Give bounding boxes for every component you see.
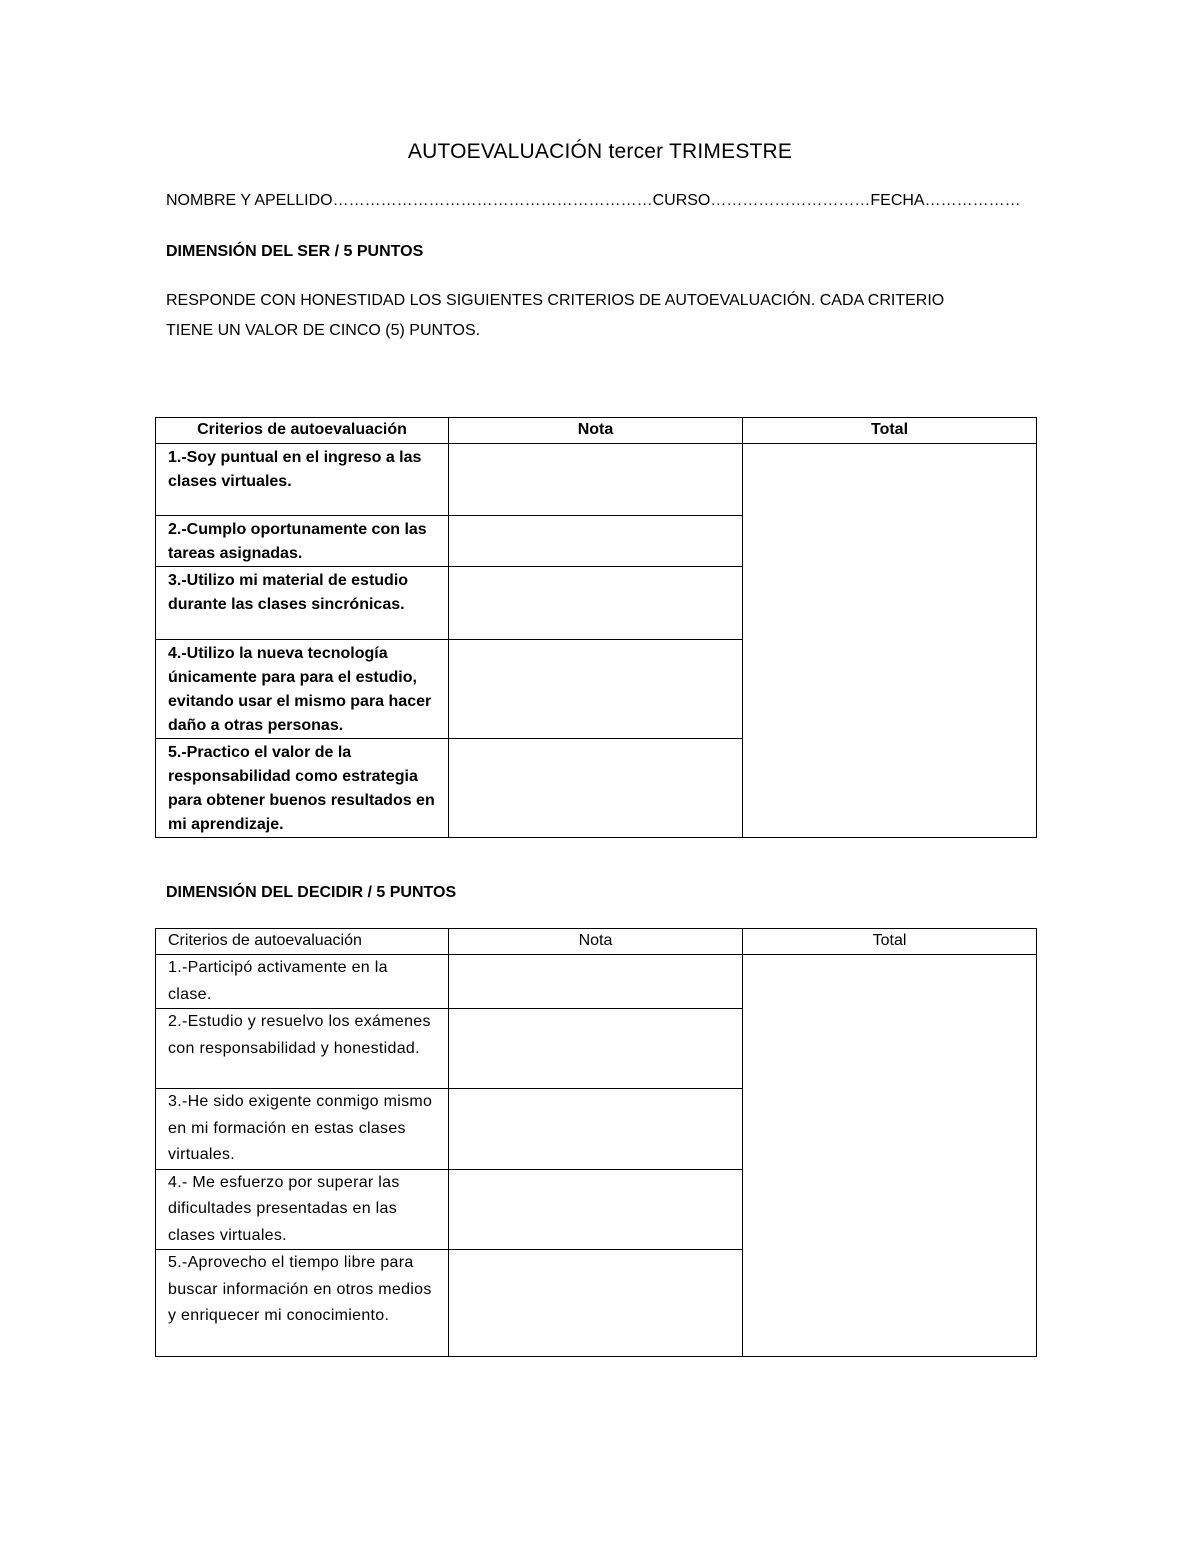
nota-cell[interactable] (449, 1169, 743, 1250)
table-header-row (156, 418, 1037, 444)
instructions-line-2: TIENE UN VALOR DE CINCO (5) PUNTOS. (166, 322, 481, 339)
criterion-cell: 4.-Utilizo la nueva tecnología únicamente para para el estudio, evitando usar el mismo para hacer daño a otras personas. (156, 640, 449, 739)
nota-cell[interactable] (449, 567, 743, 640)
table-row (156, 955, 1037, 1009)
nota-cell[interactable] (449, 444, 743, 516)
criterion-cell: 3.-Utilizo mi material de estudio durante las clases sincrónicas. (156, 567, 449, 640)
criterion-cell: 1.-Soy puntual en el ingreso a las clases virtuales. (156, 444, 449, 516)
criterion-cell: 4.- Me esfuerzo por superar las dificultades presentadas en las clases virtuales. (156, 1169, 449, 1250)
page-title: AUTOEVALUACIÓN tercer TRIMESTRE (407, 140, 793, 163)
total-cell[interactable] (743, 444, 1037, 838)
nota-cell[interactable] (449, 516, 743, 567)
nota-cell[interactable] (449, 1009, 743, 1089)
criterion-cell: 5.-Practico el valor de la responsabilidad como estrategia para obtener buenos resultados en mi aprendizaje. (156, 739, 449, 838)
table-header-row (156, 929, 1037, 955)
ser-criteria-table (155, 417, 1037, 838)
header-nota: Nota (449, 929, 743, 955)
nota-cell[interactable] (449, 1089, 743, 1170)
criterion-cell: 2.-Cumplo oportunamente con las tareas asignadas. (156, 516, 449, 567)
table-row (156, 444, 1037, 516)
criterion-cell: 5.-Aprovecho el tiempo libre para buscar información en otros medios y enriquecer mi conocimiento. (156, 1250, 449, 1357)
criterion-cell: 3.-He sido exigente conmigo mismo en mi formación en estas clases virtuales. (156, 1089, 449, 1170)
instructions-line-1: RESPONDE CON HONESTIDAD LOS SIGUIENTES CRITERIOS DE AUTOEVALUACIÓN. CADA CRITERIO (166, 292, 945, 309)
header-total: Total (743, 929, 1037, 955)
decidir-criteria-table (155, 928, 1037, 1357)
nota-cell[interactable] (449, 739, 743, 838)
nota-cell[interactable] (449, 640, 743, 739)
criterion-cell: 1.-Participó activamente en la clase. (156, 955, 449, 1009)
dimension-decidir-heading: DIMENSIÓN DEL DECIDIR / 5 PUNTOS (166, 884, 457, 901)
nota-cell[interactable] (449, 1250, 743, 1357)
criterion-cell: 2.-Estudio y resuelvo los exámenes con responsabilidad y honestidad. (156, 1009, 449, 1089)
header-criterios: Criterios de autoevaluación (156, 418, 449, 444)
dimension-ser-heading: DIMENSIÓN DEL SER / 5 PUNTOS (166, 243, 424, 260)
total-cell[interactable] (743, 955, 1037, 1357)
header-total: Total (743, 418, 1037, 444)
nota-cell[interactable] (449, 955, 743, 1009)
header-criterios: Criterios de autoevaluación (156, 929, 449, 955)
student-info-line: NOMBRE Y APELLIDO……………………………………………………CURSO…………………………FECHA……………… (166, 192, 1021, 209)
header-nota: Nota (449, 418, 743, 444)
